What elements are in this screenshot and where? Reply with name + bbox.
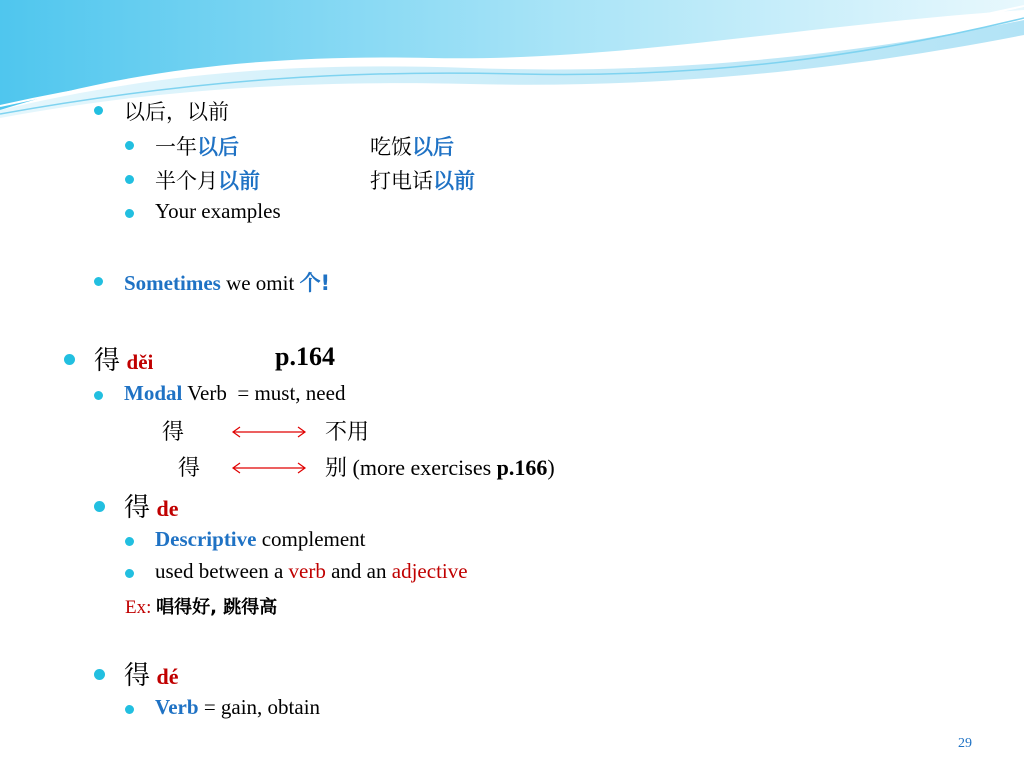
usage-line [155,559,468,584]
pair-char: 别 [325,456,348,481]
highlight-text: 以前 [218,169,260,193]
definition-text: = gain, obtain [198,695,321,719]
heading-char: 得 [94,346,121,376]
bullet-icon [125,569,134,578]
example-row-1-left [155,131,239,161]
definition-text: complement [256,527,366,551]
heading-yihou-yiqian [124,96,229,126]
bullet-icon [125,141,134,150]
heading-de [124,487,179,524]
bullet-icon [125,537,134,546]
bullet-icon [125,705,134,714]
your-examples [155,199,281,224]
pair-1-left [162,415,184,446]
exercise-note: (more exercises [352,455,497,480]
exercise-page-ref: p.166 [496,455,548,480]
example-text: 半个月 [155,169,218,193]
highlight-text: 以后 [197,135,239,159]
example-row-2-left [155,165,260,195]
bullet-icon [94,501,105,512]
heading-char: 得 [124,661,151,691]
verb-definition-line [155,695,320,720]
page-ref-text: p.164 [275,342,335,371]
pair-2-right [325,451,555,482]
examples-text: Your examples [155,199,281,223]
double-arrow-icon [230,424,308,440]
highlight-text: Modal [124,381,183,405]
exercise-note-end: ) [547,455,555,480]
page-reference [275,342,335,372]
bullet-icon [125,209,134,218]
pinyin-text: dé [156,664,179,689]
highlight-text: Descriptive [155,527,257,551]
usage-text: used between a [155,559,289,583]
bullet-icon [94,669,105,680]
example-text: 吃饭 [370,135,412,159]
note-text: we omit [220,271,300,295]
example-label: Ex: [125,597,152,618]
bullet-icon [94,391,103,400]
heading-char: 得 [124,493,151,523]
heading-text: 以后，以前 [124,100,229,124]
bullet-icon [64,354,75,365]
pair-char: 得 [178,456,201,481]
highlight-text: 以后 [412,135,454,159]
omit-note [124,267,330,297]
page-number: 29 [958,736,972,751]
pair-1-right [325,415,369,446]
descriptive-complement-line [155,527,366,552]
pinyin-text: de [156,496,179,521]
bullet-icon [94,106,103,115]
heading-de-gain [124,655,179,692]
highlight-text: Verb [155,695,199,719]
example-row-2-right [370,165,475,195]
pair-2-left [178,451,200,482]
bullet-icon [125,175,134,184]
modal-verb-line [124,381,345,406]
adjective-term: adjective [391,559,468,583]
example-text: 打电话 [370,169,433,193]
definition-text: Verb = must, need [182,381,346,405]
pair-char: 不用 [325,420,370,445]
highlight-text: 以前 [433,169,475,193]
example-row-1-right [370,131,454,161]
bullet-icon [94,277,103,286]
highlight-text: Sometimes [124,271,221,295]
double-arrow-icon [230,460,308,476]
heading-dei [94,340,153,377]
pinyin-text: děi [126,350,154,374]
pair-char: 得 [162,420,185,445]
example-line [125,593,277,619]
example-text: 一年 [155,135,197,159]
verb-term: verb [288,559,326,583]
highlight-text: 个! [299,271,331,295]
usage-text: and an [325,559,392,583]
example-text: 唱得好, 跳得高 [156,597,278,618]
